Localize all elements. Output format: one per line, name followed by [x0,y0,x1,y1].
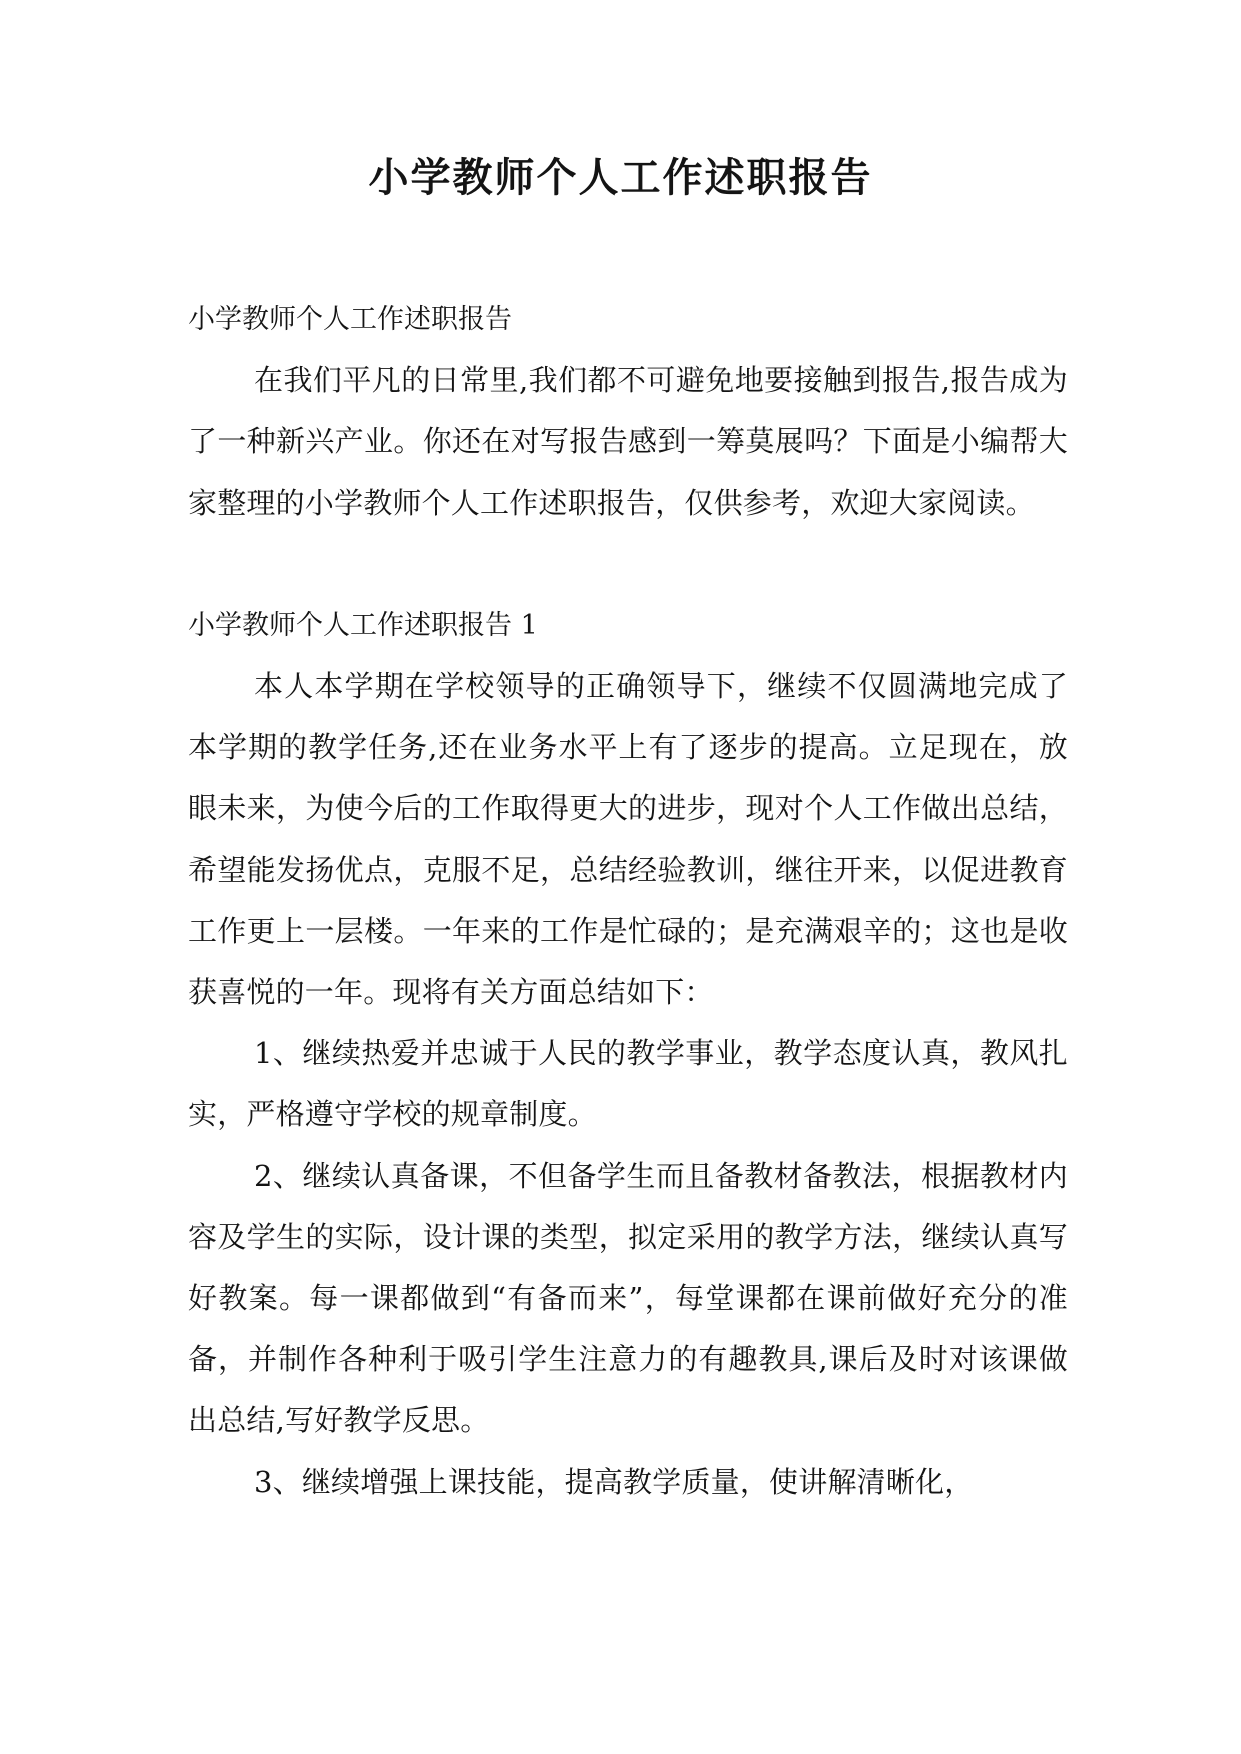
section-spacer [188,534,1068,595]
section1-item-3: 3、继续增强上课技能，提高教学质量，使讲解清晰化， [254,1464,974,1499]
intro-heading: 小学教师个人工作述职报告 [188,304,512,335]
document-body [188,289,1068,1513]
section1-item-2: 2、继续认真备课，不但备学生而且备教材备教法，根据教材内容及学生的实际，设计课的类型，拟定采用的教学方法，继续认真写好教案。每一课都做到“有备而来”，每堂课都在课前做好充分的准备，并制作各种利于吸引学生注意力的有趣教具,课后及时对该课做出总结,写好教学反思。 [188,1158,1068,1438]
intro-paragraph: 在我们平凡的日常里,我们都不可避免地要接触到报告,报告成为了一种新兴产业。你还在对写报告感到一筹莫展吗？下面是小编帮大家整理的小学教师个人工作述职报告，仅供参考，欢迎大家阅读。 [188,363,1068,520]
section1-paragraph-1: 本人本学期在学校领导的正确领导下，继续不仅圆满地完成了本学期的教学任务,还在业务水平上有了逐步的提高。立足现在，放眼未来，为使今后的工作取得更大的进步，现对个人工作做出总结，希望能发扬优点，克服不足，总结经验教训，继往开来，以促进教育工作更上一层楼。一年来的工作是忙碌的；是充满艰辛的；这也是收获喜悦的一年。现将有关方面总结如下： [188,669,1068,1010]
document-title: 小学教师个人工作述职报告 [368,154,873,201]
section1-item-1: 1、继续热爱并忠诚于人民的教学事业，教学态度认真，教风扎实，严格遵守学校的规章制度。 [188,1036,1068,1132]
section1-heading: 小学教师个人工作述职报告 1 [188,609,538,641]
